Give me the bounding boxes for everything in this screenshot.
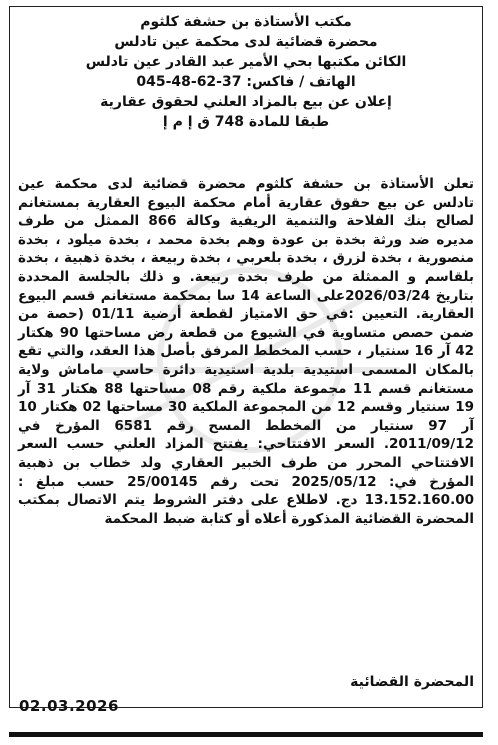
- notice-body: تعلن الأستاذة بن حشفة كلثوم محضرة قضائية لدى محكمة عين تادلس عن بيع حقوق عقارية أمام محكمة البيوع العقارية بمستغانم لصالح بنك الفلاحة والتنمية الريفية وكالة 866 الممثل من طرف مديره ضد ورثة بخدة بن عودة وهم بخدة محمد ، بخدة ميلود ، بخدة منصورية ، بخدة لزرق ، بخدة بلعربي ، بخدة ربيعة ، بخدة ذهبية ، بخدة بلقاسم و الممثلة من طرف بخدة ربيعة. و ذلك بالجلسة المحددة بتاريخ 2026/03/24على الساعة 14 سا بمحكمة مستغانم قسم البيوع العقارية. التعيين :في حق الامتياز لقطعة أرضية 01/11 (حصة من ضمن حصص متساوية في الشيوع من قطعة رض مساحتها 90 هكتار 42 آر 16 سنتيار ، حسب المخطط المرفق بأصل هذا العقد، والتي تقع بالمكان المسمى استيدية بلدية استيدية دائرة حاسي ماماش ولاية مستغانم قسم 11 مجموعة ملكية رقم 08 مساحتها 88 هكتار 31 آر 19 سنتيار وقسم 12 من المجموعة الملكية 30 مساحتها 02 هكتار 10 آر 97 سنتيار من المخطط المسح رقم 6581 المؤرخ في 2011/09/12. السعر الافتتاحي: يفتتح المزاد العلني حسب السعر الافتتاحي المحرر من طرف الخبير العقاري ولد خطاب بن ذهبية المؤرخ في: 2025/05/12 تحت رقم 25/00145 حسب مبلغ : 13.152.160.00 دج. لاطلاع على دفتر الشروط يتم الاتصال بمكتب المحضرة القضائية المذكورة أعلاه أو كتابة ضبط المحكمة: [18, 176, 475, 527]
- notice-frame: [9, 6, 483, 715]
- notice-date: 02.03.2026: [19, 697, 119, 715]
- office-address: الكائن مكتبها بحي الأمير عبد القادر عين تادلس: [85, 54, 407, 70]
- signature-label: المحضرة القضائية: [350, 674, 474, 690]
- notice-header: [10, 12, 482, 132]
- office-name: مكتب الأستاذة بن حشفة كلثوم: [140, 14, 352, 30]
- notice-legal-article: طبقا للمادة 748 ق إ م إ: [162, 114, 330, 130]
- bottom-divider: [9, 732, 483, 737]
- bailiff-title: محضرة قضائية لدى محكمة عين تادلس: [114, 34, 378, 50]
- notice-heading: إعلان عن بيع بالمزاد العلني لحقوق عقارية: [100, 94, 392, 110]
- office-phone: الهاتف / فاكس: 37-62-48-045: [136, 74, 356, 90]
